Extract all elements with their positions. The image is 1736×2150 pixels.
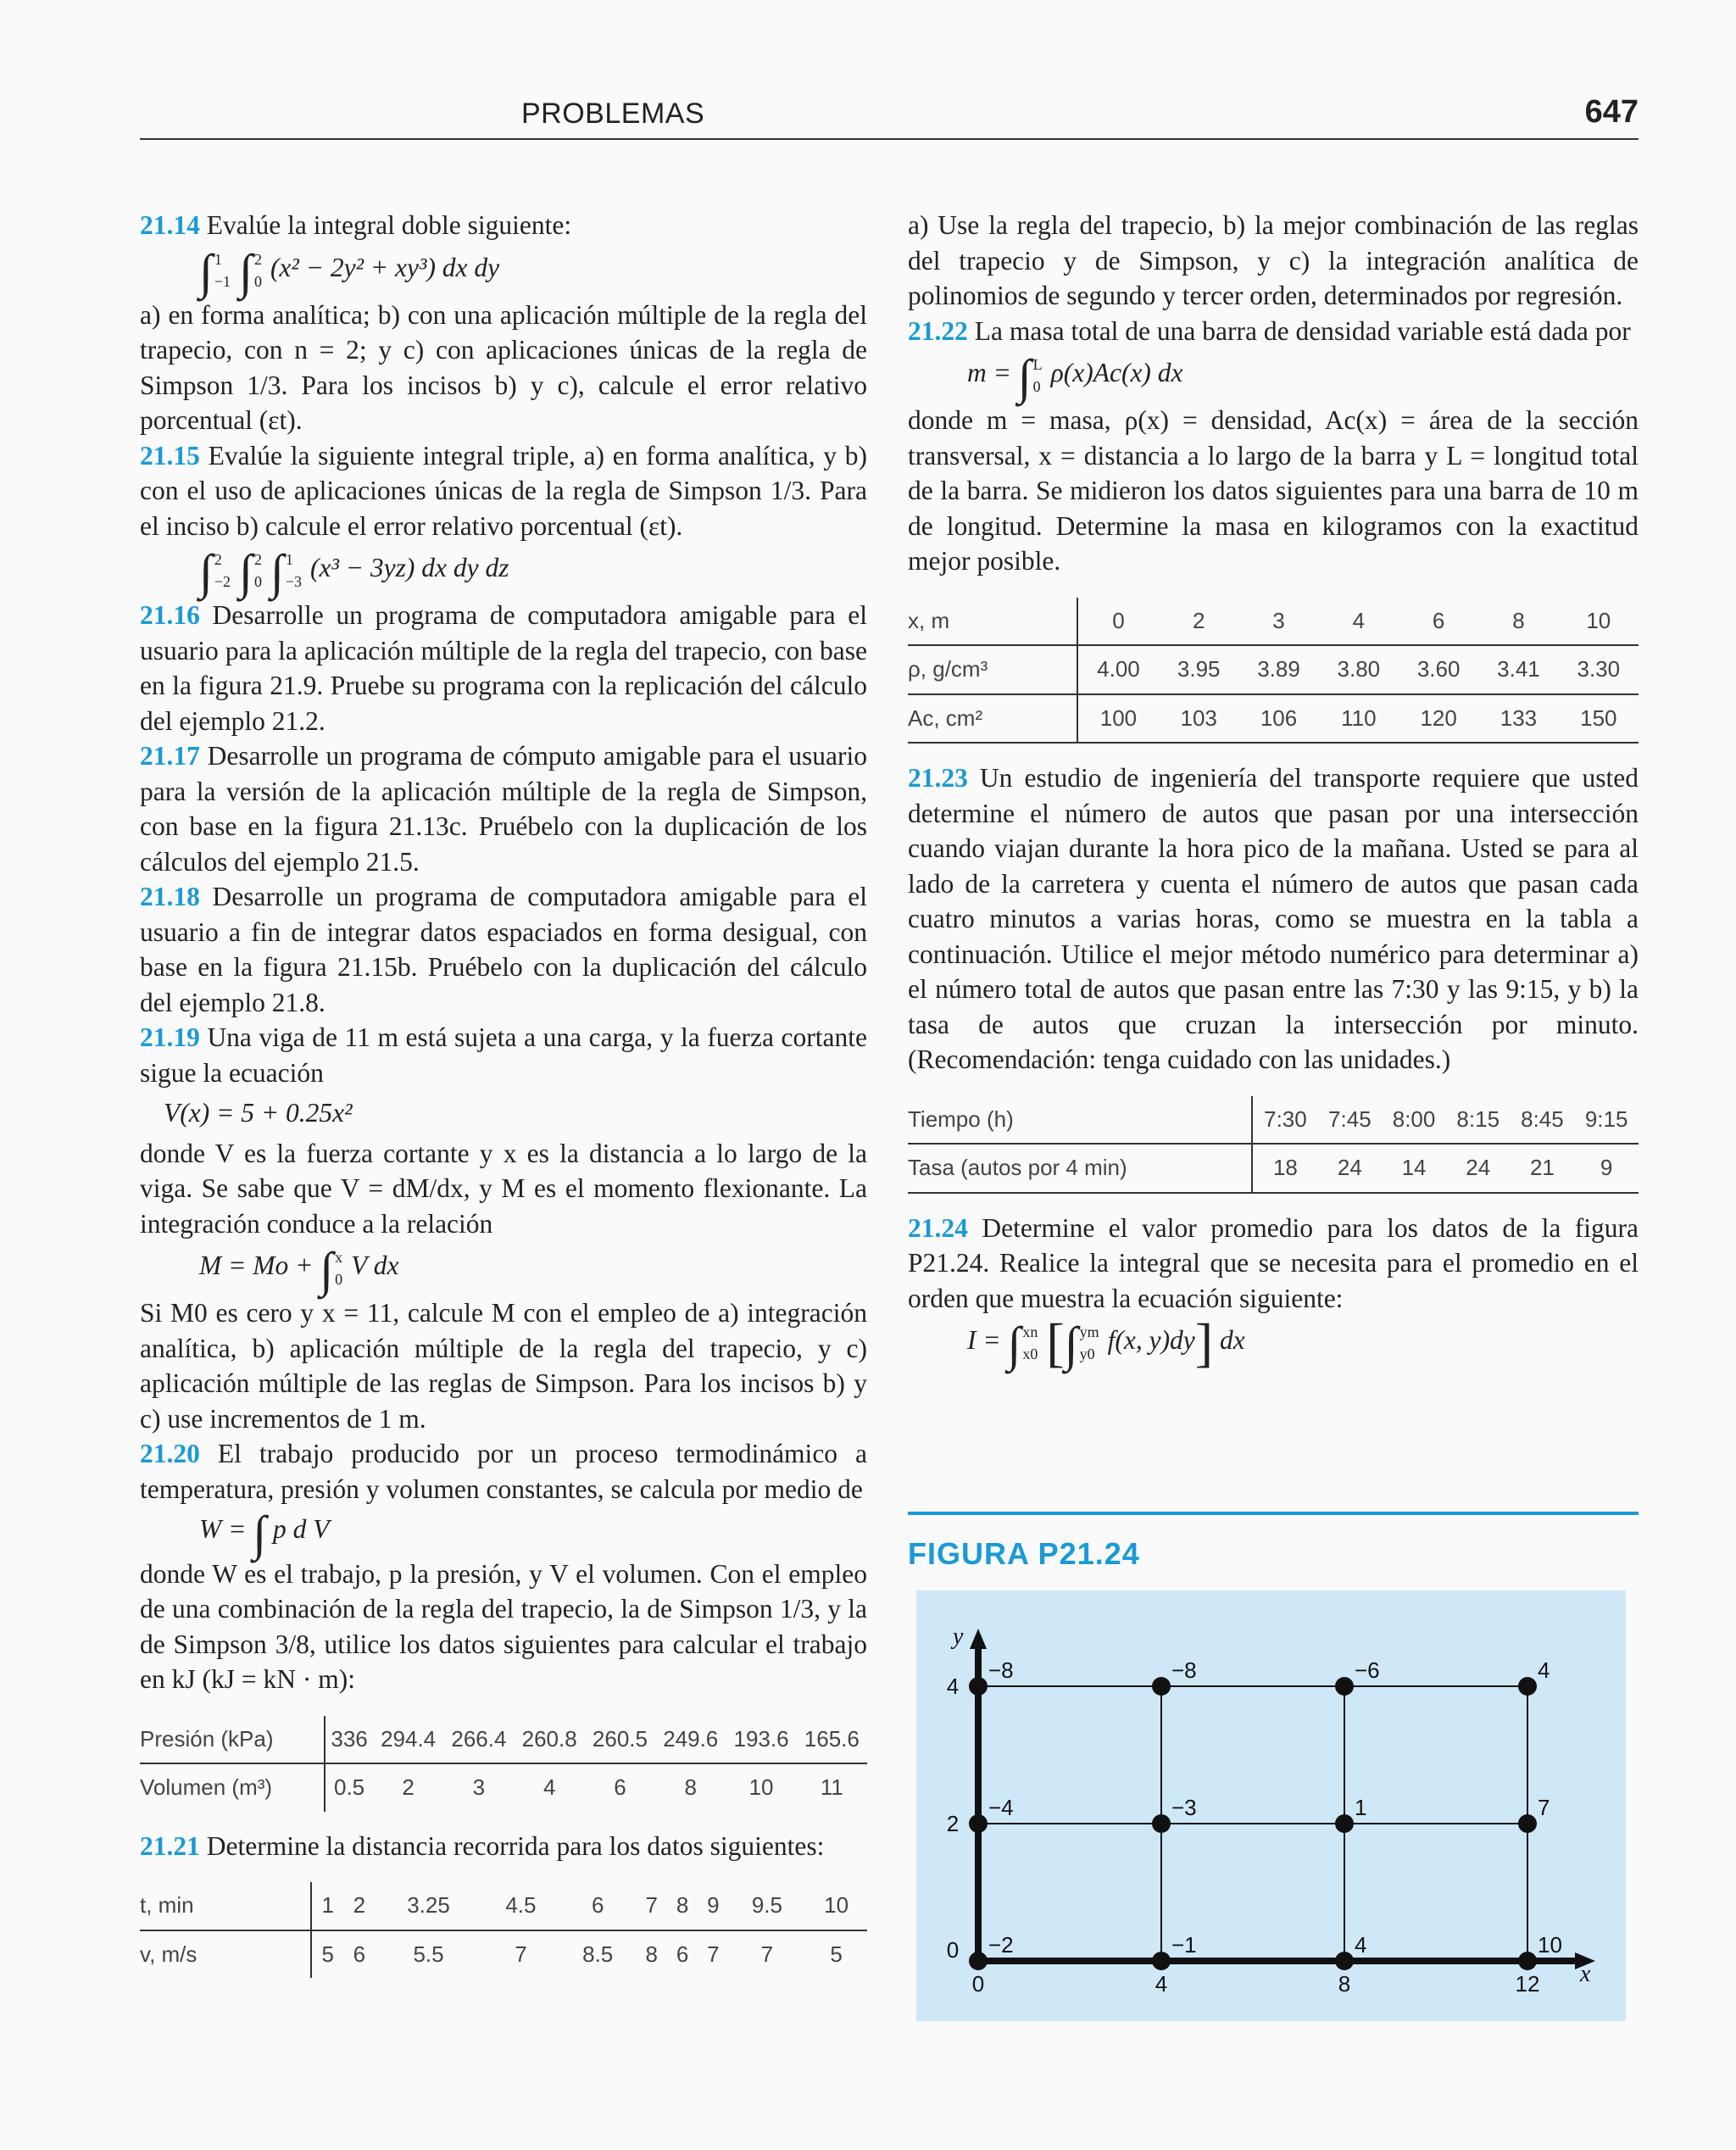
- data-point: [969, 1814, 988, 1833]
- y-tick-label: 4: [946, 1674, 960, 1699]
- problem-21-15: 21.15 Evalúe la siguiente integral triple, a) en forma analítica, y b) con el uso de aplicaciones únicas de la regla de Simpson 1/3. Para el inciso b) calcule el error relativo porcentual (εt).: [140, 440, 868, 541]
- problem-21-21: 21.21 Determine la distancia recorrida para los datos siguientes:: [140, 1830, 825, 1861]
- data-point: [1335, 1952, 1354, 1970]
- point-value-label: 10: [1538, 1932, 1562, 1958]
- problem-21-14-text: a) en forma analítica; b) con una aplicación múltiple de la regla del trapecio, con n = 2; y c) con aplicaciones únicas de la regla de Simpson 1/3. Para los incisos b) y c), calcule el error relativo porcentual (εt).: [140, 299, 867, 435]
- data-point: [1152, 1814, 1171, 1833]
- left-column: [140, 208, 867, 1995]
- x-tick-label: 0: [971, 1971, 985, 1997]
- x-axis-label: x: [1580, 1961, 1591, 1987]
- problem-21-17: 21.17 Desarrolle un programa de cómputo amigable para el usuario para la versión de la aplicación múltiple de la regla de Simpson, con base en la figura 21.13c. Pruébelo con la duplicación de los cálculos del ejemplo 21.5.: [140, 741, 867, 877]
- figure-rule: [908, 1512, 1639, 1515]
- table-21-21: t, min 1 2 3.25 4.5 6 7 8 9 9.5 10 v, m/s 5 6 5.5 7 8.5 8 6 7 7 5: [140, 1882, 867, 1978]
- equation-21-14: ∫ 1 −1 ∫ 2 0 (x² − 2y² + xy³) dx dy: [199, 243, 500, 299]
- data-point: [1152, 1677, 1171, 1696]
- equation-21-22: m = ∫ L 0 ρ(x)Ac(x) dx: [967, 349, 1183, 405]
- problem-21-16: 21.16 Desarrolle un programa de computadora amigable para el usuario para la aplicación múltiple de la regla del trapecio, con base en la figura 21.9. Pruebe su programa con la replicación del cálculo del ejemplo 21.2.: [140, 600, 867, 736]
- problem-21-22: 21.22 La masa total de una barra de densidad variable está dada por: [908, 315, 1631, 346]
- point-value-label: −4: [988, 1795, 1014, 1820]
- x-tick-label: 8: [1338, 1971, 1351, 1997]
- equation-21-19b: M = Mo + ∫ x 0 V dx: [199, 1242, 399, 1298]
- x-tick-label: 4: [1155, 1971, 1168, 1997]
- y-tick-label: 2: [946, 1811, 960, 1836]
- point-value-label: −2: [988, 1932, 1014, 1958]
- table-21-20: Presión (kPa) 336 294.4 266.4 260.8 260.5 249.6 193.6 165.6 Volumen (m³) 0.5 2 3 4 6 8 10 11: [140, 1716, 867, 1812]
- grid-figure: [916, 1590, 1626, 2021]
- equation-21-24: I = ∫ xn x0 [∫ ym y0 f(x, y)dy] dx: [967, 1312, 1245, 1373]
- equation-21-15: ∫ 2 −2 ∫ 2 0 ∫ 1 −3 (x³ − 3yz) dx dy dz: [199, 544, 509, 600]
- point-value-label: 4: [1538, 1657, 1550, 1683]
- problem-21-20: 21.20 El trabajo producido por un proceso termodinámico a temperatura, presión y volumen constantes, se calcula por medio de: [140, 1439, 868, 1504]
- y-axis-arrow-icon: [970, 1629, 987, 1649]
- data-point: [969, 1677, 988, 1696]
- table-21-22: x, m 0 2 3 4 6 8 10 ρ, g/cm³ 4.00 3.95 3.89 3.80 3.60 3.41 3.30 Ac, cm² 100 103 106 110 120 133 150: [908, 598, 1639, 744]
- equation-21-19a: V(x) = 5 + 0.25x²: [164, 1098, 353, 1128]
- problem-21-23: 21.23 Un estudio de ingeniería del transporte requiere que usted determine el número de autos que pasan por una intersección cuando viajan durante la hora pico de la mañana. Usted se para al lado de la carretera y cuenta el número de autos que pasan cada cuatro minutos a varias horas, como se muestra en la tabla a continuación. Utilice el mejor método numérico para determinar a) el número total de autos que pasan entre las 7:30 y las 9:15, y b) la tasa de autos que cruzan la intersección por minuto. (Recomendación: tenga cuidado con las unidades.): [908, 763, 1639, 1074]
- x-tick-label: 12: [1515, 1971, 1540, 1997]
- point-value-label: −6: [1355, 1657, 1380, 1683]
- problem-21-14: 21.14 Evalúe la integral doble siguiente:: [140, 210, 572, 240]
- y-axis-label: y: [953, 1624, 964, 1650]
- problem-21-20-text2: donde W es el trabajo, p la presión, y V el volumen. Con el empleo de una combinación de la regla del trapecio, la de Simpson 1/3, y la de Simpson 3/8, utilice los datos siguientes para calcular el trabajo en kJ (kJ = kN · m):: [140, 1558, 867, 1694]
- data-point: [1518, 1677, 1537, 1696]
- point-value-label: 1: [1355, 1795, 1367, 1820]
- right-column: [908, 208, 1639, 1373]
- page-number: 647: [1584, 94, 1639, 130]
- point-value-label: 4: [1355, 1932, 1367, 1958]
- y-tick-label: 0: [946, 1937, 960, 1963]
- figure-title: FIGURA P21.24: [908, 1536, 1140, 1571]
- table-21-23: Tiempo (h) 7:30 7:45 8:00 8:15 8:45 9:15 Tasa (autos por 4 min) 18 24 14 24 21 9: [908, 1096, 1639, 1194]
- problem-21-19: 21.19 Una viga de 11 m está sujeta a una carga, y la fuerza cortante sigue la ecuación: [140, 1022, 867, 1088]
- page-header: [140, 89, 1639, 140]
- running-head: PROBLEMAS: [521, 97, 705, 130]
- point-value-label: −1: [1171, 1932, 1197, 1958]
- problem-21-19-text3: Si M0 es cero y x = 11, calcule M con el empleo de a) integración analítica, b) aplicación múltiple de la regla del trapecio, y c) aplicación múltiple de las reglas de Simpson. Para los incisos b) y c) use incrementos de 1 m.: [140, 1298, 867, 1434]
- problem-21-21-continued: a) Use la regla del trapecio, b) la mejor combinación de las reglas del trapecio y de Simpson, y c) la integración analítica de polinomios de segundo y tercer orden, determinados por regresión.: [908, 210, 1639, 310]
- data-point: [1335, 1814, 1354, 1833]
- problem-21-22-text2: donde m = masa, ρ(x) = densidad, Ac(x) = área de la sección transversal, x = distancia a lo largo de la barra y L = longitud total de la barra. Se midieron los datos siguientes para una barra de 10 m de longitud. Determine la masa en kilogramos con la exactitud mejor posible.: [908, 405, 1639, 576]
- point-value-label: −8: [1171, 1657, 1197, 1683]
- point-value-label: −3: [1171, 1795, 1197, 1820]
- data-point: [1518, 1814, 1537, 1833]
- data-point: [1335, 1677, 1354, 1696]
- data-point: [1152, 1952, 1171, 1970]
- data-point: [1518, 1952, 1537, 1970]
- point-value-label: −8: [988, 1657, 1014, 1683]
- figure-p21-24: [916, 1590, 1626, 2021]
- equation-21-20: W = ∫ p d V: [199, 1506, 330, 1561]
- data-point: [969, 1952, 988, 1970]
- problem-21-24: 21.24 Determine el valor promedio para los datos de la figura P21.24. Realice la integral que se necesita para el promedio en el orden que muestra la ecuación siguiente:: [908, 1212, 1639, 1313]
- problem-21-19-text2: donde V es la fuerza cortante y x es la distancia a lo largo de la viga. Se sabe que V = dM/dx, y M es el momento flexionante. La integración conduce a la relación: [140, 1138, 867, 1239]
- point-value-label: 7: [1538, 1795, 1550, 1820]
- problem-21-18: 21.18 Desarrolle un programa de computadora amigable para el usuario a fin de integrar datos espaciados en forma desigual, con base en la figura 21.15b. Pruébelo con la duplicación del cálculo del ejemplo 21.8.: [140, 882, 867, 1017]
